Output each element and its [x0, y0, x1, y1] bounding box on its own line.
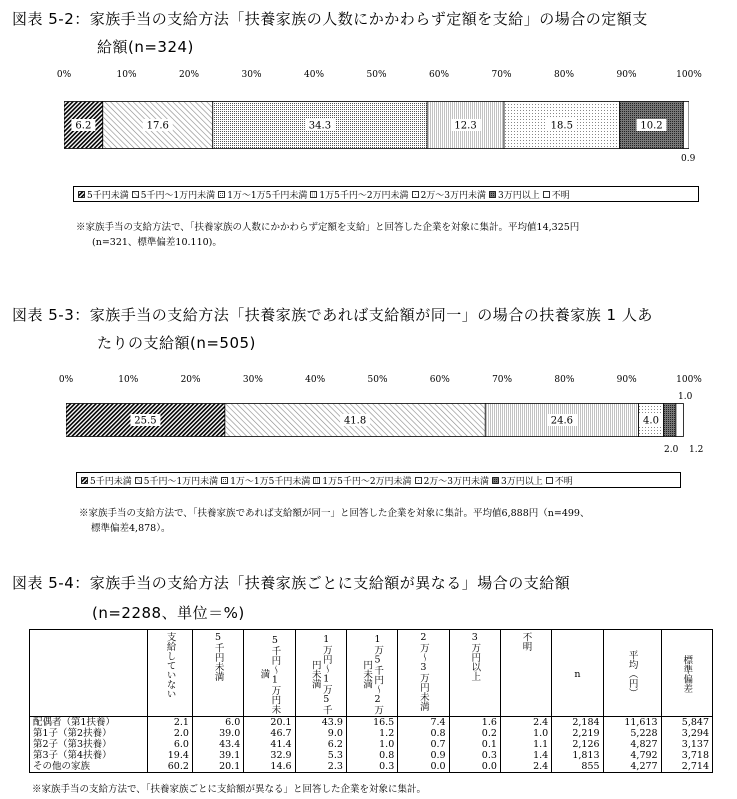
- bar-label-3: 12.3: [454, 120, 477, 132]
- figure-5-3-note-line2: 標準偏差4,878）。: [91, 523, 171, 534]
- figure-5-4-title-line2: (n=2288、単位＝%): [92, 604, 245, 622]
- table-cell: 0.8: [398, 728, 449, 739]
- table-cell: 3,137: [661, 739, 712, 750]
- figure-5-3-outside-bottom-left: 2.0: [664, 445, 679, 455]
- legend-item-0: [81, 474, 132, 487]
- table-cell: 7.4: [398, 717, 449, 729]
- legend-item-5: [489, 188, 540, 201]
- legend-label-2: 1万～1万5千円未満: [230, 476, 311, 487]
- table-header-6: 2万～3万円未満: [398, 630, 449, 717]
- legend-label-4: 2万～3万円未満: [423, 476, 490, 487]
- table-cell: 第1子（第2扶養）: [30, 728, 148, 739]
- table-row: [30, 728, 713, 739]
- table-header-7: 3万円以上: [449, 630, 500, 717]
- legend-swatch-4: [412, 191, 419, 198]
- figure-5-3-chart: [66, 403, 689, 437]
- table-header-1: 支給していない: [148, 630, 193, 717]
- legend-swatch-6: [546, 477, 553, 484]
- table-header-0: [30, 630, 148, 717]
- table-cell: 3,294: [661, 728, 712, 739]
- figure-5-3-note-line1: ※家族手当の支給方法で、「扶養家族であれば支給額が同一」と回答した企業を対象に集計。平均値6,888円（n=499、: [79, 508, 590, 519]
- figure-5-2-legend: [73, 186, 699, 202]
- table-cell: 855: [552, 761, 603, 773]
- table-header-3: 5千円～1万円未満: [244, 630, 295, 717]
- table-cell: 2,184: [552, 717, 603, 729]
- bar-label-0: 6.2: [75, 120, 92, 132]
- table-cell: 9.0: [295, 728, 346, 739]
- legend-item-6: [546, 474, 573, 487]
- legend-swatch-3: [310, 191, 317, 198]
- table-cell: 39.0: [192, 728, 243, 739]
- table-cell: 4,827: [603, 739, 661, 750]
- bar-label-0: 25.5: [134, 415, 157, 427]
- axis-tick-8: 80%: [554, 375, 575, 385]
- bar-segment-6: [676, 404, 683, 437]
- table-cell: 43.4: [192, 739, 243, 750]
- table-cell: 配偶者（第1扶養）: [30, 717, 148, 729]
- legend-swatch-2: [221, 477, 228, 484]
- figure-5-3-outside-top: 1.0: [678, 392, 693, 402]
- axis-tick-2: 20%: [178, 70, 200, 80]
- table-cell: 0.8: [346, 750, 397, 761]
- figure-5-4-title-line1: 図表 5-4：家族手当の支給方法「扶養家族ごとに支給額が異なる」場合の支給額: [12, 574, 571, 592]
- axis-tick-7: 70%: [491, 70, 512, 80]
- bar-label-2: 34.3: [308, 120, 332, 132]
- legend-label-3: 1万5千円～2万円未満: [322, 476, 412, 487]
- figure-5-2-note-line2: (n=321、標準偏差10.110)。: [92, 237, 222, 248]
- table-row: [30, 739, 713, 750]
- figure-5-2-outside-label: 0.9: [681, 154, 696, 164]
- table-cell: 39.1: [192, 750, 243, 761]
- axis-tick-5: 50%: [367, 375, 388, 385]
- legend-label-2: 1万～1万5千円未満: [227, 190, 308, 201]
- table-cell: 2,714: [661, 761, 712, 773]
- table-cell: 0.2: [449, 728, 500, 739]
- table-cell: 4,277: [603, 761, 661, 773]
- table-cell: 11,613: [603, 717, 661, 729]
- figure-5-2-title: [12, 9, 648, 57]
- table-cell: 5,847: [661, 717, 712, 729]
- table-cell: 32.9: [244, 750, 295, 761]
- table-cell: 2.1: [148, 717, 193, 729]
- bar-label-1: 17.6: [146, 120, 169, 132]
- table-cell: 43.9: [295, 717, 346, 729]
- table-cell: 1.0: [500, 728, 551, 739]
- axis-tick-4: 40%: [305, 375, 326, 385]
- legend-swatch-0: [78, 191, 85, 198]
- axis-tick-1: 10%: [116, 70, 137, 80]
- axis-tick-0: 0%: [58, 375, 74, 385]
- axis-tick-7: 70%: [492, 375, 513, 385]
- table-cell: 2,126: [552, 739, 603, 750]
- table-cell: 6.2: [295, 739, 346, 750]
- figure-5-4-table: [29, 629, 713, 773]
- table-cell: 1,813: [552, 750, 603, 761]
- legend-label-3: 1万5千円～2万円未満: [319, 190, 409, 201]
- figure-5-3-note: [79, 506, 589, 536]
- legend-label-5: 3万円以上: [498, 190, 540, 201]
- table-row: [30, 750, 713, 761]
- axis-tick-9: 90%: [616, 70, 637, 80]
- table-cell: 1.2: [346, 728, 397, 739]
- figure-5-3-title: [12, 305, 653, 353]
- table-cell: 20.1: [244, 717, 295, 729]
- table-cell: 0.7: [398, 739, 449, 750]
- table-cell: 2.0: [148, 728, 193, 739]
- table-header-2: 5千円未満: [192, 630, 243, 717]
- table-cell: 16.5: [346, 717, 397, 729]
- table-cell: 20.1: [192, 761, 243, 773]
- legend-label-0: 5千円未満: [90, 476, 132, 487]
- table-cell: 6.0: [192, 717, 243, 729]
- legend-item-1: [132, 188, 215, 201]
- legend-item-1: [135, 474, 218, 487]
- legend-item-0: [78, 188, 129, 201]
- figure-5-2-axis: [0, 70, 737, 84]
- bar-label-3: 24.6: [550, 415, 574, 427]
- table-header-10: 平均（円）: [603, 630, 661, 717]
- table-cell: 4,792: [603, 750, 661, 761]
- table-cell: 5.3: [295, 750, 346, 761]
- table-cell: 2.4: [500, 717, 551, 729]
- legend-item-5: [492, 474, 543, 487]
- legend-swatch-1: [132, 191, 139, 198]
- figure-5-2-chart: [64, 101, 689, 149]
- legend-item-6: [543, 188, 570, 201]
- figure-5-2-title-line2: 給額(n=324): [97, 38, 194, 56]
- axis-tick-3: 30%: [241, 70, 262, 80]
- axis-tick-9: 90%: [616, 375, 637, 385]
- table-cell: 3,718: [661, 750, 712, 761]
- figure-5-3-title-line1: 図表 5-3：家族手当の支給方法「扶養家族であれば支給額が同一」の場合の扶養家族 1 人あ: [12, 306, 653, 324]
- legend-label-1: 5千円～1万円未満: [143, 476, 219, 487]
- bar-label-1: 41.8: [343, 415, 367, 427]
- legend-item-2: [218, 188, 307, 201]
- table-cell: 60.2: [148, 761, 193, 773]
- table-cell: 5,228: [603, 728, 661, 739]
- legend-swatch-6: [543, 191, 550, 198]
- legend-item-4: [412, 188, 486, 201]
- axis-tick-4: 40%: [303, 70, 325, 80]
- table-row: [30, 761, 713, 773]
- table-cell: 46.7: [244, 728, 295, 739]
- table-header-11: 標準偏差: [661, 630, 712, 717]
- legend-swatch-2: [218, 191, 225, 198]
- legend-swatch-4: [415, 477, 422, 484]
- legend-label-4: 2万～3万円未満: [420, 190, 487, 201]
- table-cell: 0.9: [398, 750, 449, 761]
- table-cell: 2.3: [295, 761, 346, 773]
- legend-swatch-1: [135, 477, 142, 484]
- table-body: [30, 717, 713, 773]
- figure-5-3-legend: [76, 472, 681, 488]
- table-cell: 第2子（第3扶養）: [30, 739, 148, 750]
- table-cell: 14.6: [244, 761, 295, 773]
- legend-item-3: [313, 474, 411, 487]
- table-cell: 0.1: [449, 739, 500, 750]
- table-header-9: n: [552, 630, 603, 717]
- table-cell: 0.3: [449, 750, 500, 761]
- legend-label-1: 5千円～1万円未満: [140, 190, 216, 201]
- table-row: [30, 717, 713, 729]
- table-cell: 1.6: [449, 717, 500, 729]
- figure-5-3-outside-bottom-right: 1.2: [689, 445, 704, 455]
- table-cell: 1.0: [346, 739, 397, 750]
- legend-swatch-3: [313, 477, 320, 484]
- legend-label-5: 3万円以上: [501, 476, 543, 487]
- table-cell: 0.3: [346, 761, 397, 773]
- table-header-4: 1万円～1万5千円未満: [295, 630, 346, 717]
- table-cell: 1.4: [500, 750, 551, 761]
- figure-5-2-note-line1: ※家族手当の支給方法で、「扶養家族の人数にかかわらず定額を支給」と回答した企業を対象に集計。平均値14,325円: [76, 222, 580, 233]
- axis-tick-10: 100%: [676, 70, 702, 80]
- legend-item-2: [221, 474, 310, 487]
- legend-item-3: [310, 188, 408, 201]
- legend-item-4: [415, 474, 489, 487]
- bar-label-4: 4.0: [643, 415, 659, 427]
- table-cell: 6.0: [148, 739, 193, 750]
- figure-5-4-note: ※家族手当の支給方法で、「扶養家族ごとに支給額が異なる」と回答した企業を対象に集計。: [32, 784, 427, 795]
- table-cell: その他の家族: [30, 761, 148, 773]
- table-cell: 19.4: [148, 750, 193, 761]
- figure-5-2-note: [76, 220, 579, 250]
- table-header-5: 1万5千円～2万円未満: [346, 630, 397, 717]
- axis-tick-2: 20%: [180, 375, 201, 385]
- axis-tick-3: 30%: [242, 375, 263, 385]
- table-cell: 1.1: [500, 739, 551, 750]
- table-cell: 第3子（第4扶養）: [30, 750, 148, 761]
- figure-5-2-title-line1: 図表 5-2：家族手当の支給方法「扶養家族の人数にかかわらず定額を支給」の場合の定額支: [12, 10, 648, 28]
- legend-swatch-5: [489, 191, 496, 198]
- legend-label-0: 5千円未満: [87, 190, 129, 201]
- legend-swatch-5: [492, 477, 499, 484]
- figure-5-3-axis: [0, 375, 737, 389]
- axis-tick-5: 50%: [366, 70, 387, 80]
- legend-swatch-0: [81, 477, 88, 484]
- table-cell: 0.0: [449, 761, 500, 773]
- bar-segment-5: [663, 404, 675, 437]
- table-header-row: [30, 630, 713, 717]
- axis-tick-8: 80%: [553, 70, 575, 80]
- table-cell: 2.4: [500, 761, 551, 773]
- figure-5-4-title: [12, 573, 570, 623]
- bar-segment-6: [683, 102, 689, 149]
- table-header-8: 不明: [500, 630, 551, 717]
- table-cell: 0.0: [398, 761, 449, 773]
- axis-tick-10: 100%: [676, 375, 702, 385]
- legend-label-6: 不明: [554, 476, 573, 487]
- bar-label-5: 10.2: [640, 120, 663, 132]
- table-cell: 2,219: [552, 728, 603, 739]
- axis-tick-6: 60%: [428, 70, 450, 80]
- figure-5-3-title-line2: たりの支給額(n=505): [97, 334, 256, 352]
- axis-tick-0: 0%: [56, 70, 72, 80]
- axis-tick-6: 60%: [429, 375, 450, 385]
- bar-label-4: 18.5: [550, 120, 573, 132]
- table-cell: 41.4: [244, 739, 295, 750]
- axis-tick-1: 10%: [118, 375, 139, 385]
- legend-label-6: 不明: [551, 190, 570, 201]
